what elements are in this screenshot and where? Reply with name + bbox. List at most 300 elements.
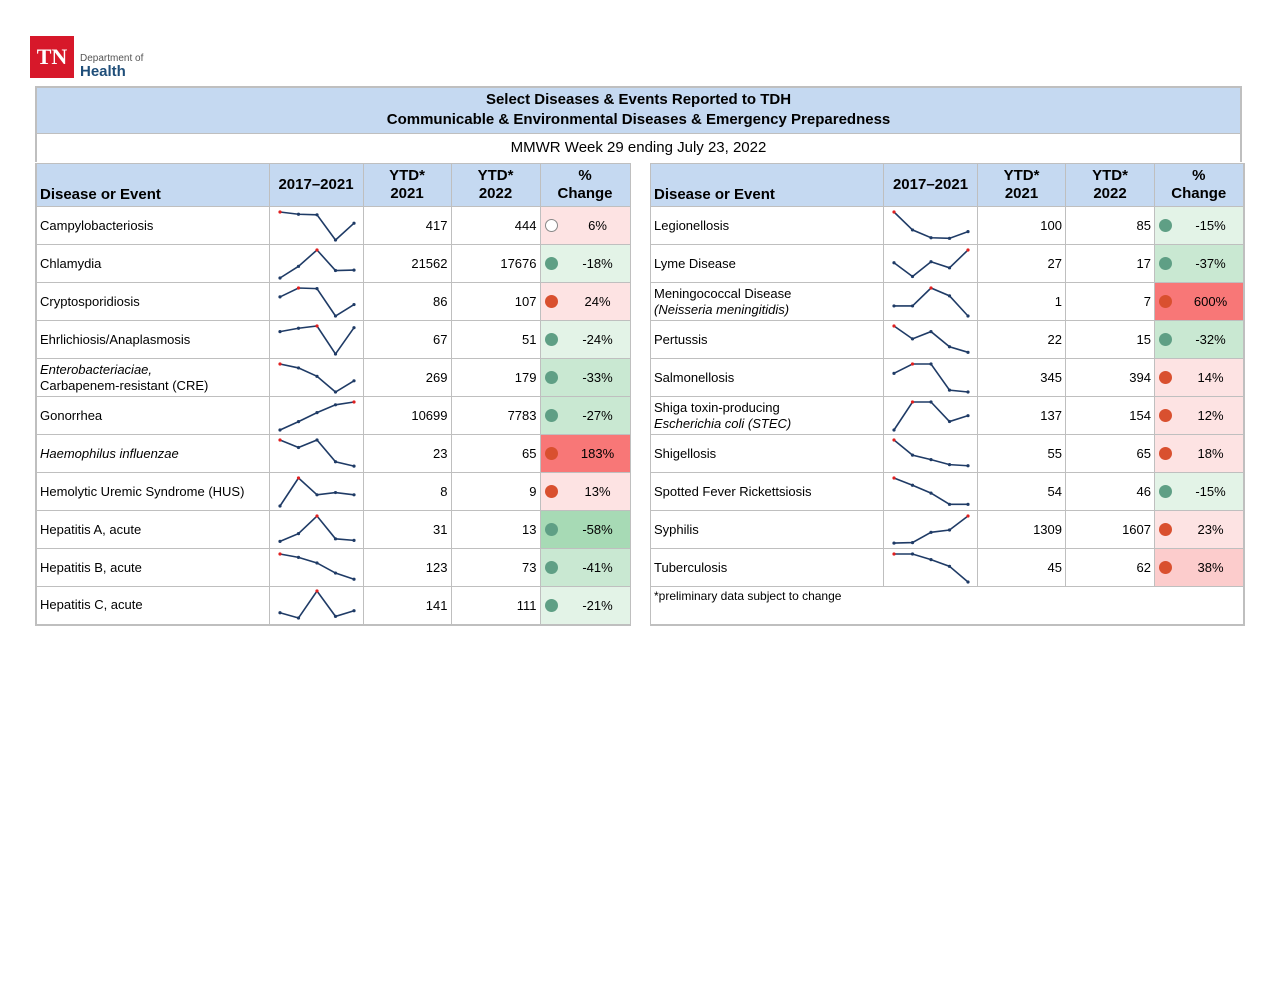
disease-name-line: Spotted Fever Rickettsiosis: [654, 483, 812, 499]
col-ytd2022-header: YTD* 2022: [451, 164, 540, 207]
change-indicator-icon: [1159, 485, 1172, 498]
trend-max-point: [296, 476, 299, 479]
percent-change: [1155, 245, 1244, 283]
trend-point: [892, 261, 895, 264]
ytd-2022-value: 111: [451, 587, 540, 625]
disease-name-line: (Neisseria meningitidis): [654, 301, 790, 317]
trend-point: [333, 460, 336, 463]
trend-point: [966, 414, 969, 417]
ytd-2021-value: 45: [978, 549, 1066, 587]
trend-point: [278, 276, 281, 279]
trend-point: [911, 483, 914, 486]
trend-point: [892, 371, 895, 374]
change-indicator-icon: [545, 409, 558, 422]
percent-change-value: 183%: [580, 446, 615, 461]
report-header: [35, 86, 1242, 162]
trend-cell: [269, 549, 363, 587]
disease-name-line: Hepatitis B, acute: [40, 559, 142, 575]
ytd-2022-value: 154: [1066, 397, 1155, 435]
trend-max-point: [892, 324, 895, 327]
trend-max-point: [315, 514, 318, 517]
trend-point: [911, 274, 914, 277]
change-indicator-icon: [545, 371, 558, 384]
percent-change: [540, 435, 630, 473]
percent-change: [1155, 321, 1244, 359]
ytd-2021-value: 10699: [363, 397, 451, 435]
trend-point: [352, 538, 355, 541]
trend-sparkline: [270, 322, 364, 358]
ytd-2022-value: 85: [1066, 207, 1155, 245]
percent-change-value: 12%: [1197, 408, 1224, 423]
trend-line: [894, 440, 968, 466]
change-indicator-icon: [545, 485, 558, 498]
trend-sparkline: [270, 550, 364, 586]
change-indicator-icon: [1159, 295, 1172, 308]
trend-point: [333, 314, 336, 317]
change-indicator-icon: [1159, 409, 1172, 422]
trend-point: [296, 212, 299, 215]
table-row: [651, 549, 1244, 587]
col-disease-header: Disease or Event: [36, 164, 269, 207]
trend-point: [278, 611, 281, 614]
change-indicator-icon: [545, 257, 558, 270]
trend-max-point: [278, 552, 281, 555]
table-row: [36, 549, 630, 587]
disease-name-line: Escherichia coli (STEC): [654, 415, 792, 431]
ytd-2022-value: 17676: [451, 245, 540, 283]
trend-point: [948, 564, 951, 567]
ytd-2021-value: 141: [363, 587, 451, 625]
disease-name-line: Campylobacteriosis: [40, 217, 154, 233]
percent-change: [1155, 283, 1244, 321]
trend-cell: [884, 321, 978, 359]
disease-table-left: [35, 163, 631, 626]
percent-change: [1155, 549, 1244, 587]
trend-point: [352, 464, 355, 467]
trend-point: [333, 403, 336, 406]
disease-name-line: Enterobacteriaciae,: [40, 361, 153, 377]
disease-name: [36, 283, 269, 321]
trend-point: [296, 617, 299, 620]
disease-name: [651, 359, 884, 397]
disease-name: [651, 321, 884, 359]
disease-name-line: Shigellosis: [654, 445, 717, 461]
preliminary-note: *preliminary data subject to change: [651, 587, 1244, 625]
trend-max-point: [278, 362, 281, 365]
disease-name: [651, 549, 884, 587]
trend-point: [948, 388, 951, 391]
percent-change-value: -21%: [582, 597, 613, 613]
table-row: [36, 321, 630, 359]
ytd-2021-value: 417: [363, 207, 451, 245]
disease-name: [36, 511, 269, 549]
trend-cell: [884, 207, 978, 245]
trend-point: [966, 230, 969, 233]
trend-max-point: [315, 324, 318, 327]
change-indicator-icon: [1159, 219, 1172, 232]
ytd-2022-value: 73: [451, 549, 540, 587]
change-indicator-icon: [1159, 333, 1172, 346]
logo-health: Health: [80, 63, 126, 80]
col-ytd2022-header: YTD* 2022: [1066, 164, 1155, 207]
col-change-header: % Change: [540, 164, 630, 207]
col-years-header: 2017–2021: [884, 164, 978, 207]
disease-name-line: Shiga toxin-producing: [654, 399, 780, 415]
table-row: [651, 207, 1244, 245]
trend-point: [333, 571, 336, 574]
trend-point: [948, 419, 951, 422]
ytd-2021-value: 8: [363, 473, 451, 511]
disease-name: [651, 473, 884, 511]
change-indicator-icon: [545, 219, 558, 232]
percent-change-value: 6%: [588, 218, 607, 233]
ytd-2022-value: 65: [451, 435, 540, 473]
percent-change-value: 13%: [584, 484, 611, 499]
trend-max-point: [278, 438, 281, 441]
trend-point: [911, 552, 914, 555]
report-title-line1: Select Diseases & Events Reported to TDH: [485, 91, 792, 108]
trend-cell: [269, 321, 363, 359]
trend-point: [296, 264, 299, 267]
trend-point: [278, 428, 281, 431]
percent-change-value: -32%: [1195, 332, 1226, 347]
ytd-2021-value: 67: [363, 321, 451, 359]
ytd-2022-value: 7783: [451, 397, 540, 435]
ytd-2022-value: 394: [1066, 359, 1155, 397]
report-title-line2: Communicable & Environmental Diseases & Emergency Preparedness: [386, 111, 891, 128]
ytd-2021-value: 1: [978, 283, 1066, 321]
ytd-2022-value: 107: [451, 283, 540, 321]
trend-point: [966, 502, 969, 505]
trend-cell: [884, 511, 978, 549]
table-row: [36, 587, 630, 625]
trend-cell: [269, 587, 363, 625]
trend-max-point: [315, 248, 318, 251]
trend-point: [929, 362, 932, 365]
trend-max-point: [892, 476, 895, 479]
trend-point: [315, 493, 318, 496]
trend-cell: [884, 283, 978, 321]
percent-change-value: -37%: [1195, 256, 1226, 271]
ytd-2021-value: 55: [978, 435, 1066, 473]
trend-line: [280, 591, 354, 618]
table-row: [36, 511, 630, 549]
disease-name: [36, 473, 269, 511]
disease-name: [36, 587, 269, 625]
trend-point: [948, 236, 951, 239]
disease-name-line: Lyme Disease: [654, 255, 736, 271]
col-change-header: % Change: [1155, 164, 1244, 207]
trend-point: [333, 615, 336, 618]
disease-name-line: Gonorrhea: [40, 407, 103, 423]
trend-point: [315, 561, 318, 564]
table-row: [36, 397, 630, 435]
change-indicator-icon: [545, 447, 558, 460]
change-indicator-icon: [545, 523, 558, 536]
trend-max-point: [966, 248, 969, 251]
trend-sparkline: [884, 550, 978, 586]
trend-point: [315, 287, 318, 290]
trend-sparkline: [270, 246, 364, 282]
disease-name: [36, 207, 269, 245]
percent-change-value: -27%: [582, 408, 613, 423]
disease-name: [36, 397, 269, 435]
disease-name-line: Ehrlichiosis/Anaplasmosis: [40, 331, 191, 347]
trend-point: [352, 326, 355, 329]
trend-point: [929, 458, 932, 461]
percent-change-value: -58%: [582, 522, 613, 537]
ytd-2021-value: 269: [363, 359, 451, 397]
percent-change: [540, 587, 630, 625]
disease-name: [36, 245, 269, 283]
trend-max-point: [352, 400, 355, 403]
change-indicator-icon: [545, 599, 558, 612]
right-table-body: [651, 207, 1244, 625]
table-row: [36, 435, 630, 473]
percent-change-value: -33%: [582, 370, 613, 385]
trend-point: [929, 236, 932, 239]
ytd-2022-value: 46: [1066, 473, 1155, 511]
trend-point: [352, 609, 355, 612]
trend-cell: [269, 283, 363, 321]
trend-max-point: [966, 514, 969, 517]
percent-change: [540, 207, 630, 245]
percent-change: [1155, 359, 1244, 397]
trend-point: [296, 366, 299, 369]
trend-point: [929, 260, 932, 263]
trend-max-point: [911, 362, 914, 365]
trend-point: [911, 337, 914, 340]
trend-sparkline: [884, 474, 978, 510]
percent-change: [1155, 473, 1244, 511]
trend-point: [892, 428, 895, 431]
disease-name: [36, 359, 269, 397]
percent-change-value: 24%: [584, 294, 611, 309]
trend-line: [280, 250, 354, 278]
trend-point: [352, 577, 355, 580]
trend-point: [911, 304, 914, 307]
left-table-body: [36, 207, 630, 625]
trend-cell: [269, 435, 363, 473]
percent-change: [540, 549, 630, 587]
logo-department: Department of: [80, 53, 144, 64]
trend-point: [929, 558, 932, 561]
trend-max-point: [278, 210, 281, 213]
trend-sparkline: [884, 436, 978, 472]
disease-name-line: Carbapenem-resistant (CRE): [40, 377, 209, 393]
ytd-2022-value: 13: [451, 511, 540, 549]
trend-line: [894, 478, 968, 504]
percent-change: [1155, 511, 1244, 549]
trend-cell: [269, 245, 363, 283]
percent-change-value: 23%: [1197, 522, 1224, 537]
col-ytd2021-header: YTD* 2021: [363, 164, 451, 207]
trend-sparkline: [884, 360, 978, 396]
trend-line: [280, 364, 354, 392]
ytd-2022-value: 62: [1066, 549, 1155, 587]
tn-logo-box: TN: [30, 36, 74, 78]
ytd-2021-value: 23: [363, 435, 451, 473]
trend-point: [929, 491, 932, 494]
trend-line: [280, 478, 354, 506]
disease-name-line: Syphilis: [654, 521, 699, 537]
disease-name-line: Meningococcal Disease: [654, 285, 792, 301]
disease-name: [36, 321, 269, 359]
report-title: [35, 86, 1242, 134]
percent-change: [540, 359, 630, 397]
trend-point: [966, 390, 969, 393]
trend-line: [894, 326, 968, 352]
trend-max-point: [911, 400, 914, 403]
table-row: [651, 435, 1244, 473]
trend-point: [966, 580, 969, 583]
disease-name: [651, 283, 884, 321]
disease-name: [36, 549, 269, 587]
table-row: [36, 283, 630, 321]
ytd-2021-value: 27: [978, 245, 1066, 283]
table-row: [651, 321, 1244, 359]
trend-line: [894, 212, 968, 238]
trend-point: [333, 490, 336, 493]
trend-line: [894, 402, 968, 430]
ytd-2022-value: 444: [451, 207, 540, 245]
trend-point: [948, 463, 951, 466]
trend-point: [911, 453, 914, 456]
percent-change: [1155, 207, 1244, 245]
trend-sparkline: [884, 512, 978, 548]
trend-point: [333, 537, 336, 540]
percent-change: [540, 321, 630, 359]
percent-change: [540, 397, 630, 435]
ytd-2022-value: 15: [1066, 321, 1155, 359]
trend-line: [894, 288, 968, 316]
percent-change: [540, 511, 630, 549]
trend-sparkline: [884, 246, 978, 282]
trend-line: [894, 364, 968, 392]
trend-point: [278, 539, 281, 542]
ytd-2021-value: 1309: [978, 511, 1066, 549]
trend-sparkline: [884, 284, 978, 320]
trend-point: [315, 438, 318, 441]
table-row: [651, 473, 1244, 511]
disease-table-right: [650, 163, 1245, 626]
ytd-2022-value: 17: [1066, 245, 1155, 283]
trend-point: [929, 530, 932, 533]
percent-change: [540, 245, 630, 283]
change-indicator-icon: [1159, 257, 1172, 270]
trend-cell: [269, 359, 363, 397]
trend-point: [296, 326, 299, 329]
trend-point: [352, 268, 355, 271]
trend-point: [352, 302, 355, 305]
trend-cell: [269, 511, 363, 549]
percent-change: [540, 283, 630, 321]
trend-point: [315, 411, 318, 414]
table-row: [651, 397, 1244, 435]
trend-sparkline: [270, 474, 364, 510]
trend-point: [911, 541, 914, 544]
ytd-2022-value: 65: [1066, 435, 1155, 473]
trend-point: [948, 294, 951, 297]
trend-point: [352, 493, 355, 496]
table-row: [651, 511, 1244, 549]
trend-line: [280, 554, 354, 579]
percent-change: [540, 473, 630, 511]
col-years-header: 2017–2021: [269, 164, 363, 207]
ytd-2022-value: 7: [1066, 283, 1155, 321]
disease-name-line: Salmonellosis: [654, 369, 735, 385]
trend-line: [280, 440, 354, 466]
disease-name-line: Cryptosporidiosis: [40, 293, 140, 309]
trend-max-point: [892, 552, 895, 555]
percent-change-value: -15%: [1195, 218, 1226, 233]
trend-point: [333, 352, 336, 355]
trend-sparkline: [270, 360, 364, 396]
tdh-logo: [30, 36, 143, 84]
trend-point: [966, 350, 969, 353]
ytd-2021-value: 21562: [363, 245, 451, 283]
note-row: [651, 587, 1244, 625]
percent-change-value: -18%: [582, 256, 613, 271]
trend-point: [929, 400, 932, 403]
change-indicator-icon: [545, 333, 558, 346]
trend-point: [333, 238, 336, 241]
disease-name-line: Tuberculosis: [654, 559, 728, 575]
trend-max-point: [892, 438, 895, 441]
disease-name: [651, 245, 884, 283]
ytd-2021-value: 54: [978, 473, 1066, 511]
trend-cell: [269, 397, 363, 435]
trend-point: [296, 420, 299, 423]
disease-name-line: Hemolytic Uremic Syndrome (HUS): [40, 483, 245, 499]
trend-sparkline: [270, 284, 364, 320]
ytd-2021-value: 22: [978, 321, 1066, 359]
trend-cell: [269, 207, 363, 245]
trend-point: [948, 502, 951, 505]
table-row: [36, 473, 630, 511]
trend-cell: [884, 359, 978, 397]
table-row: [651, 245, 1244, 283]
trend-line: [894, 516, 968, 543]
trend-point: [352, 379, 355, 382]
disease-name-line: Legionellosis: [654, 217, 730, 233]
trend-point: [315, 213, 318, 216]
table-row: [36, 245, 630, 283]
trend-cell: [884, 549, 978, 587]
report-week: MMWR Week 29 ending July 23, 2022: [35, 134, 1242, 162]
ytd-2022-value: 1607: [1066, 511, 1155, 549]
percent-change-value: 18%: [1197, 446, 1224, 461]
change-indicator-icon: [1159, 447, 1172, 460]
trend-point: [278, 330, 281, 333]
change-indicator-icon: [545, 295, 558, 308]
percent-change-value: -41%: [582, 560, 613, 575]
table-row: [36, 207, 630, 245]
disease-name: [651, 511, 884, 549]
trend-point: [352, 221, 355, 224]
ytd-2022-value: 179: [451, 359, 540, 397]
trend-max-point: [296, 286, 299, 289]
change-indicator-icon: [545, 561, 558, 574]
percent-change-value: -15%: [1195, 484, 1226, 499]
trend-point: [966, 464, 969, 467]
trend-cell: [884, 397, 978, 435]
trend-sparkline: [270, 208, 364, 244]
trend-cell: [884, 473, 978, 511]
trend-point: [333, 268, 336, 271]
trend-sparkline: [270, 398, 364, 434]
ytd-2022-value: 51: [451, 321, 540, 359]
